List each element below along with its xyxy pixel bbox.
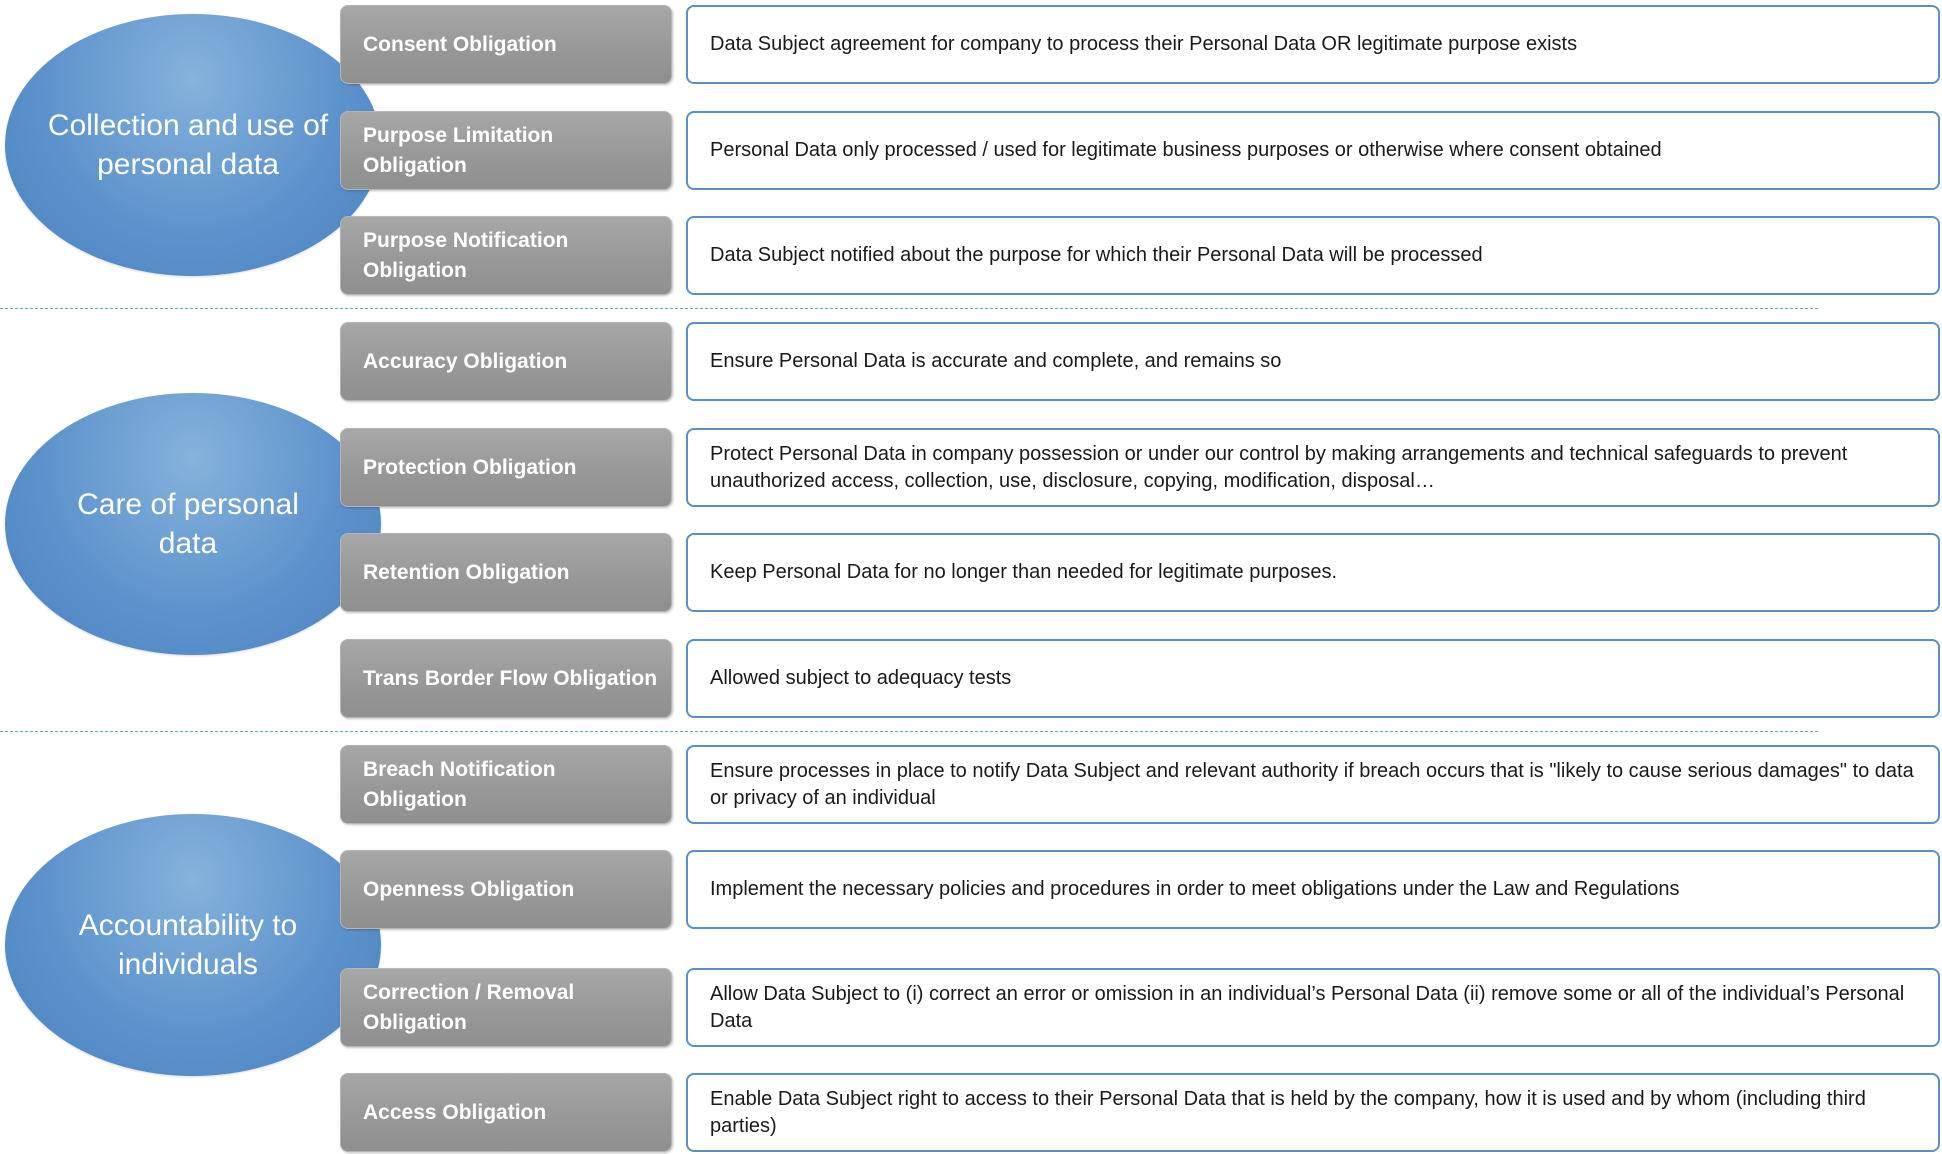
correction-removal-obligation-label: Correction / Removal Obligation <box>340 968 672 1047</box>
purpose-limitation-obligation-description: Personal Data only processed / used for legitimate business purposes or otherwise where consent obtained <box>686 111 1940 190</box>
group-accountability-label: Accountability to individuals <box>78 909 298 981</box>
purpose-limitation-obligation-label: Purpose Limitation Obligation <box>340 111 672 190</box>
protection-obligation-description: Protect Personal Data in company possession or under our control by making arrangements and technical safeguards to prevent unauthorized access, collection, use, disclosure, copying, modification, disposal… <box>686 428 1940 507</box>
group-collection-and-use-label: Collection and use of personal data <box>47 109 329 181</box>
breach-notification-obligation-description: Ensure processes in place to notify Data Subject and relevant authority if breach occurs that is "likely to cause serious damages" to data or privacy of an individual <box>686 745 1940 824</box>
purpose-notification-obligation-description: Data Subject notified about the purpose for which their Personal Data will be processed <box>686 216 1940 295</box>
openness-obligation-description: Implement the necessary policies and procedures in order to meet obligations under the Law and Regulations <box>686 850 1940 929</box>
retention-obligation-label: Retention Obligation <box>340 533 672 612</box>
openness-obligation-label: Openness Obligation <box>340 850 672 929</box>
group-care-of-personal-data-label: Care of personal data <box>77 488 299 560</box>
accuracy-obligation-label: Accuracy Obligation <box>340 322 672 401</box>
correction-removal-obligation-description: Allow Data Subject to (i) correct an error or omission in an individual’s Personal Data (ii) remove some or all of the individual’s Personal Data <box>686 968 1940 1047</box>
group-divider-2 <box>0 731 1818 732</box>
trans-border-flow-obligation-description: Allowed subject to adequacy tests <box>686 639 1940 718</box>
access-obligation-label: Access Obligation <box>340 1073 672 1152</box>
breach-notification-obligation-label: Breach Notification Obligation <box>340 745 672 824</box>
protection-obligation-label: Protection Obligation <box>340 428 672 507</box>
retention-obligation-description: Keep Personal Data for no longer than needed for legitimate purposes. <box>686 533 1940 612</box>
purpose-notification-obligation-label: Purpose Notification Obligation <box>340 216 672 295</box>
group-care-of-personal-data <box>5 393 381 655</box>
group-accountability <box>5 814 381 1076</box>
consent-obligation-description: Data Subject agreement for company to process their Personal Data OR legitimate purpose exists <box>686 5 1940 84</box>
group-collection-and-use <box>5 14 381 276</box>
access-obligation-description: Enable Data Subject right to access to their Personal Data that is held by the company, how it is used and by whom (including third parties) <box>686 1073 1940 1152</box>
trans-border-flow-obligation-label: Trans Border Flow Obligation <box>340 639 672 718</box>
group-divider-1 <box>0 308 1818 309</box>
consent-obligation-label: Consent Obligation <box>340 5 672 84</box>
accuracy-obligation-description: Ensure Personal Data is accurate and complete, and remains so <box>686 322 1940 401</box>
